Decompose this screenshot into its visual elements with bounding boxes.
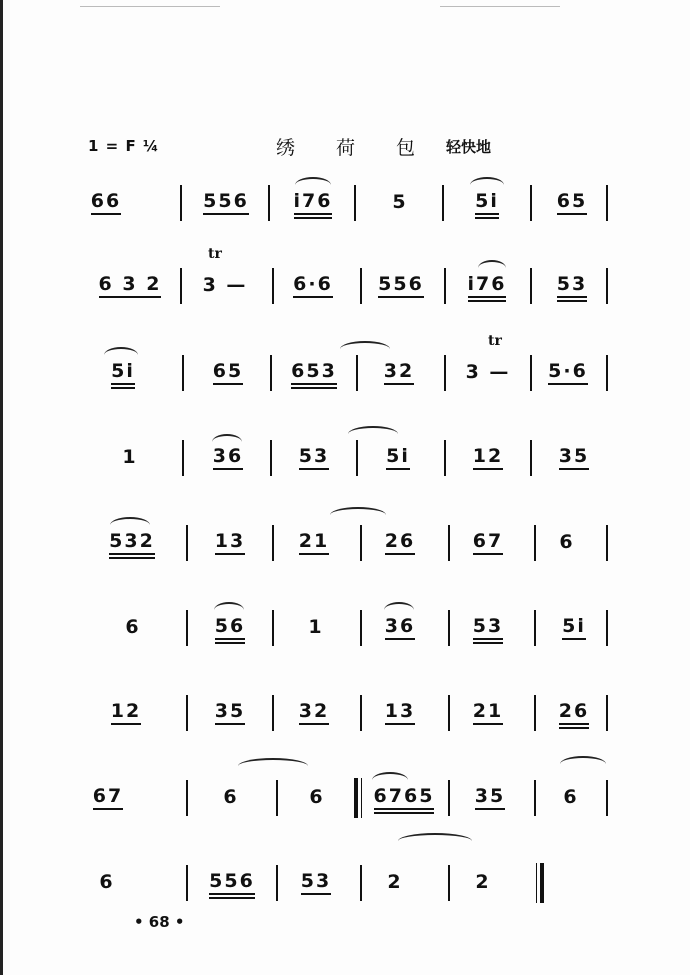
slur — [398, 833, 472, 849]
measure: 53 — [294, 869, 338, 895]
staff-system — [0, 600, 690, 670]
barline — [606, 610, 608, 646]
measure: 2 — [387, 871, 403, 893]
slur — [104, 347, 138, 363]
slur — [348, 426, 398, 442]
measure: 6 — [309, 786, 325, 808]
barline — [534, 695, 536, 731]
tempo-marking: 轻快地 — [446, 138, 492, 156]
measure: 12 — [466, 444, 510, 470]
barline — [360, 695, 362, 731]
slur — [372, 772, 408, 788]
slur — [214, 602, 244, 618]
barline — [444, 355, 446, 391]
slur — [560, 756, 606, 772]
song-header — [0, 133, 690, 161]
barline — [534, 610, 536, 646]
measure: 35 — [552, 444, 596, 470]
barline — [448, 525, 450, 561]
measure: 556 — [372, 272, 430, 298]
slur — [295, 177, 331, 193]
barline — [360, 268, 362, 304]
barline — [444, 440, 446, 476]
measure: 13 — [208, 529, 252, 555]
staff-system — [0, 430, 690, 500]
staff-system — [0, 685, 690, 755]
barline — [354, 185, 356, 221]
top-rule — [80, 6, 220, 7]
top-rule — [440, 6, 560, 7]
measure: 56 — [208, 614, 252, 640]
barline — [448, 780, 450, 816]
measure: 35 — [468, 784, 512, 810]
staff-system — [0, 515, 690, 585]
slur — [110, 517, 150, 533]
slur — [238, 758, 308, 774]
measure: 5i — [464, 189, 510, 215]
barline — [272, 525, 274, 561]
measure: 53 — [466, 614, 510, 640]
barline — [356, 355, 358, 391]
barline — [356, 440, 358, 476]
key-signature: 1 = F ¼ — [88, 137, 160, 155]
staff-system — [0, 175, 690, 245]
barline — [448, 610, 450, 646]
measure: 5i — [552, 614, 596, 640]
staff-system — [0, 246, 690, 328]
measure: 35 — [208, 699, 252, 725]
barline — [272, 610, 274, 646]
measure: 6765 — [366, 784, 442, 810]
measure: 32 — [374, 359, 424, 385]
barline — [360, 865, 362, 901]
barline — [360, 525, 362, 561]
barline — [180, 185, 182, 221]
barline — [360, 610, 362, 646]
measure: 66 — [84, 189, 128, 215]
measure: 6 — [559, 531, 575, 553]
barline — [606, 355, 608, 391]
measure: 13 — [378, 699, 422, 725]
title-char: 荷 — [336, 137, 356, 159]
measure: 36 — [206, 444, 250, 470]
measure: 53 — [292, 444, 336, 470]
measure: 65 — [206, 359, 250, 385]
measure: 653 — [284, 359, 344, 385]
measure: 3 — — [202, 274, 248, 296]
measure: 2 — [475, 871, 491, 893]
barline — [530, 440, 532, 476]
barline — [180, 268, 182, 304]
measure: 5i — [376, 444, 420, 470]
barline — [182, 440, 184, 476]
slur — [330, 507, 386, 523]
trill-mark: tr — [488, 333, 502, 349]
measure: 65 — [552, 189, 592, 215]
barline — [272, 695, 274, 731]
measure: 6 — [223, 786, 239, 808]
barline — [186, 525, 188, 561]
slur — [470, 177, 504, 193]
measure: i76 — [284, 189, 342, 215]
barline — [276, 865, 278, 901]
barline — [270, 440, 272, 476]
barline — [268, 185, 270, 221]
measure: 5i — [100, 359, 146, 385]
measure: 1 — [122, 446, 138, 468]
barline — [534, 525, 536, 561]
staff-system — [0, 770, 690, 840]
measure: 67 — [86, 784, 130, 810]
measure: 6 — [99, 871, 115, 893]
measure: 12 — [104, 699, 148, 725]
measure: 26 — [378, 529, 422, 555]
measure: 1 — [308, 616, 324, 638]
measure: 21 — [466, 699, 510, 725]
slur — [478, 260, 506, 276]
title-char: 包 — [396, 137, 416, 159]
barline — [530, 185, 532, 221]
title-char: 绣 — [276, 137, 296, 159]
barline — [606, 268, 608, 304]
slur — [212, 434, 242, 450]
measure: 21 — [292, 529, 336, 555]
measure: 5·6 — [540, 359, 596, 385]
measure: 3 — — [465, 361, 511, 383]
barline — [534, 780, 536, 816]
barline — [530, 355, 532, 391]
barline — [530, 268, 532, 304]
measure: 556 — [202, 869, 262, 895]
measure: 36 — [378, 614, 422, 640]
barline — [442, 185, 444, 221]
barline — [606, 525, 608, 561]
measure: 26 — [552, 699, 596, 725]
measure: 53 — [552, 272, 592, 298]
barline — [444, 268, 446, 304]
measure: 6·6 — [284, 272, 342, 298]
slur — [340, 341, 390, 357]
measure: 556 — [196, 189, 256, 215]
barline — [186, 695, 188, 731]
repeat-barline — [361, 778, 362, 818]
trill-mark: tr — [208, 246, 222, 262]
measure: 67 — [466, 529, 510, 555]
barline — [606, 780, 608, 816]
measure: 5 — [392, 191, 408, 213]
barline — [186, 610, 188, 646]
measure: 532 — [104, 529, 160, 555]
barline — [606, 185, 608, 221]
measure: 6 — [563, 786, 579, 808]
final-repeat-barline — [540, 863, 544, 903]
barline — [272, 268, 274, 304]
barline — [276, 780, 278, 816]
measure: 32 — [292, 699, 336, 725]
staff-system — [0, 855, 690, 925]
page-number: • 68 • — [134, 913, 185, 931]
barline — [186, 780, 188, 816]
measure: 6 — [125, 616, 141, 638]
barline — [606, 695, 608, 731]
staff-system — [0, 333, 690, 415]
slur — [384, 602, 414, 618]
barline — [182, 355, 184, 391]
repeat-barline — [354, 778, 358, 818]
barline — [448, 695, 450, 731]
measure: 6 3 2 — [84, 272, 176, 298]
measure: i76 — [458, 272, 516, 298]
final-repeat-barline — [536, 863, 537, 903]
barline — [186, 865, 188, 901]
barline — [270, 355, 272, 391]
barline — [448, 865, 450, 901]
